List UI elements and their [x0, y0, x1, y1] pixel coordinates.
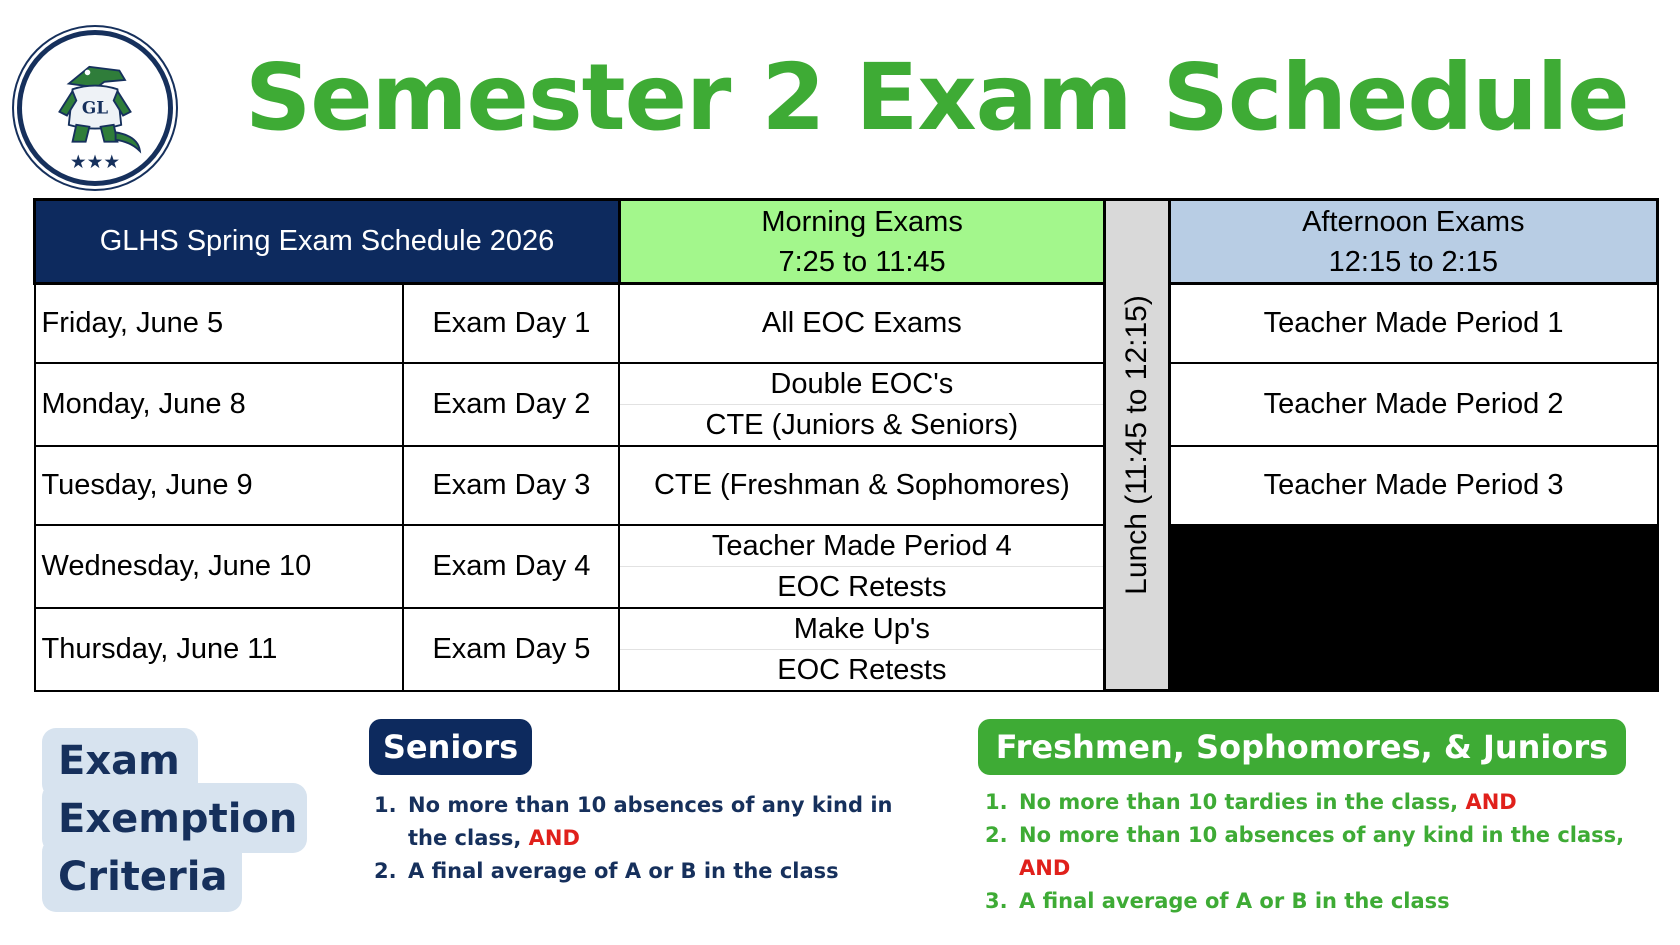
logo-stars: ★★★	[69, 151, 121, 173]
list-item	[985, 885, 1645, 918]
lunch-column	[1105, 200, 1169, 691]
gator-mascot-icon	[22, 35, 168, 181]
row-exam-day: Exam Day 5	[403, 608, 619, 691]
morning-exam-line2: EOC Retests	[777, 570, 947, 603]
row-exam-day: Exam Day 4	[403, 525, 619, 608]
list-item	[985, 786, 1645, 819]
row-afternoon-exam: Teacher Made Period 3	[1169, 446, 1657, 525]
row-morning-exam	[619, 363, 1104, 446]
item-number: 1.	[374, 793, 397, 817]
afternoon-header-line1: Afternoon Exams	[1302, 205, 1525, 238]
list-item	[374, 855, 934, 888]
table-row	[35, 446, 1658, 525]
item-text: No more than 10 tardies in the class,	[1019, 790, 1466, 814]
criteria-heading-text	[58, 732, 318, 906]
morning-exam-line1: Teacher Made Period 4	[620, 526, 1103, 567]
item-number: 2.	[985, 823, 1008, 847]
row-afternoon-exam: Teacher Made Period 2	[1169, 363, 1657, 446]
and-keyword: AND	[1019, 856, 1071, 880]
afternoon-header-line2: 12:15 to 2:15	[1328, 245, 1498, 278]
and-keyword: AND	[1465, 790, 1517, 814]
item-number: 2.	[374, 859, 397, 883]
morning-exam-line1: Make Up's	[620, 609, 1103, 650]
table-row	[35, 284, 1658, 363]
row-exam-day: Exam Day 2	[403, 363, 619, 446]
schedule-header-title: GLHS Spring Exam Schedule 2026	[35, 200, 620, 284]
page-title: Semester 2 Exam Schedule	[245, 44, 1629, 151]
row-date: Tuesday, June 9	[35, 446, 404, 525]
morning-exam-line2: EOC Retests	[777, 653, 947, 686]
row-date: Friday, June 5	[35, 284, 404, 363]
row-morning-exam	[619, 525, 1104, 608]
seniors-badge: Seniors	[369, 719, 532, 775]
seniors-criteria-list	[374, 789, 934, 888]
item-number: 3.	[985, 889, 1008, 913]
blacked-out-cell	[1169, 525, 1657, 691]
item-text: No more than 10 absences of any kind in the class,	[1019, 823, 1625, 847]
row-morning-exam: All EOC Exams	[619, 284, 1104, 363]
row-exam-day: Exam Day 3	[403, 446, 619, 525]
lunch-label: Lunch (11:45 to 12:15)	[1119, 295, 1153, 595]
row-exam-day: Exam Day 1	[403, 284, 619, 363]
row-afternoon-exam: Teacher Made Period 1	[1169, 284, 1657, 363]
criteria-heading-line: Exam	[58, 738, 180, 784]
table-header-row	[35, 200, 1658, 284]
item-text: A final average of A or B in the class	[408, 859, 839, 883]
underclass-badge: Freshmen, Sophomores, & Juniors	[978, 719, 1626, 775]
morning-exams-header	[619, 200, 1104, 284]
morning-exam-line2: CTE (Juniors & Seniors)	[705, 408, 1019, 441]
item-text: No more than 10 absences of any kind in the class,	[408, 793, 893, 850]
school-logo	[17, 30, 173, 186]
morning-exam-line1: Double EOC's	[620, 364, 1103, 405]
row-date: Monday, June 8	[35, 363, 404, 446]
logo-letters: GL	[81, 97, 109, 118]
criteria-heading-line: Exemption	[58, 796, 298, 842]
underclass-criteria-list	[985, 786, 1645, 918]
row-morning-exam: CTE (Freshman & Sophomores)	[619, 446, 1104, 525]
morning-header-line1: Morning Exams	[761, 205, 963, 238]
criteria-heading-line: Criteria	[58, 854, 228, 900]
exemption-criteria-heading	[42, 728, 307, 912]
morning-header-line2: 7:25 to 11:45	[778, 245, 946, 278]
list-item	[374, 789, 934, 855]
exam-schedule-table	[33, 198, 1659, 692]
row-date: Wednesday, June 10	[35, 525, 404, 608]
item-text: A final average of A or B in the class	[1019, 889, 1450, 913]
row-date: Thursday, June 11	[35, 608, 404, 691]
row-morning-exam	[619, 608, 1104, 691]
item-number: 1.	[985, 790, 1008, 814]
table-row	[35, 525, 1658, 608]
list-item	[985, 819, 1645, 885]
table-row	[35, 363, 1658, 446]
afternoon-exams-header	[1169, 200, 1657, 284]
and-keyword: AND	[528, 826, 580, 850]
